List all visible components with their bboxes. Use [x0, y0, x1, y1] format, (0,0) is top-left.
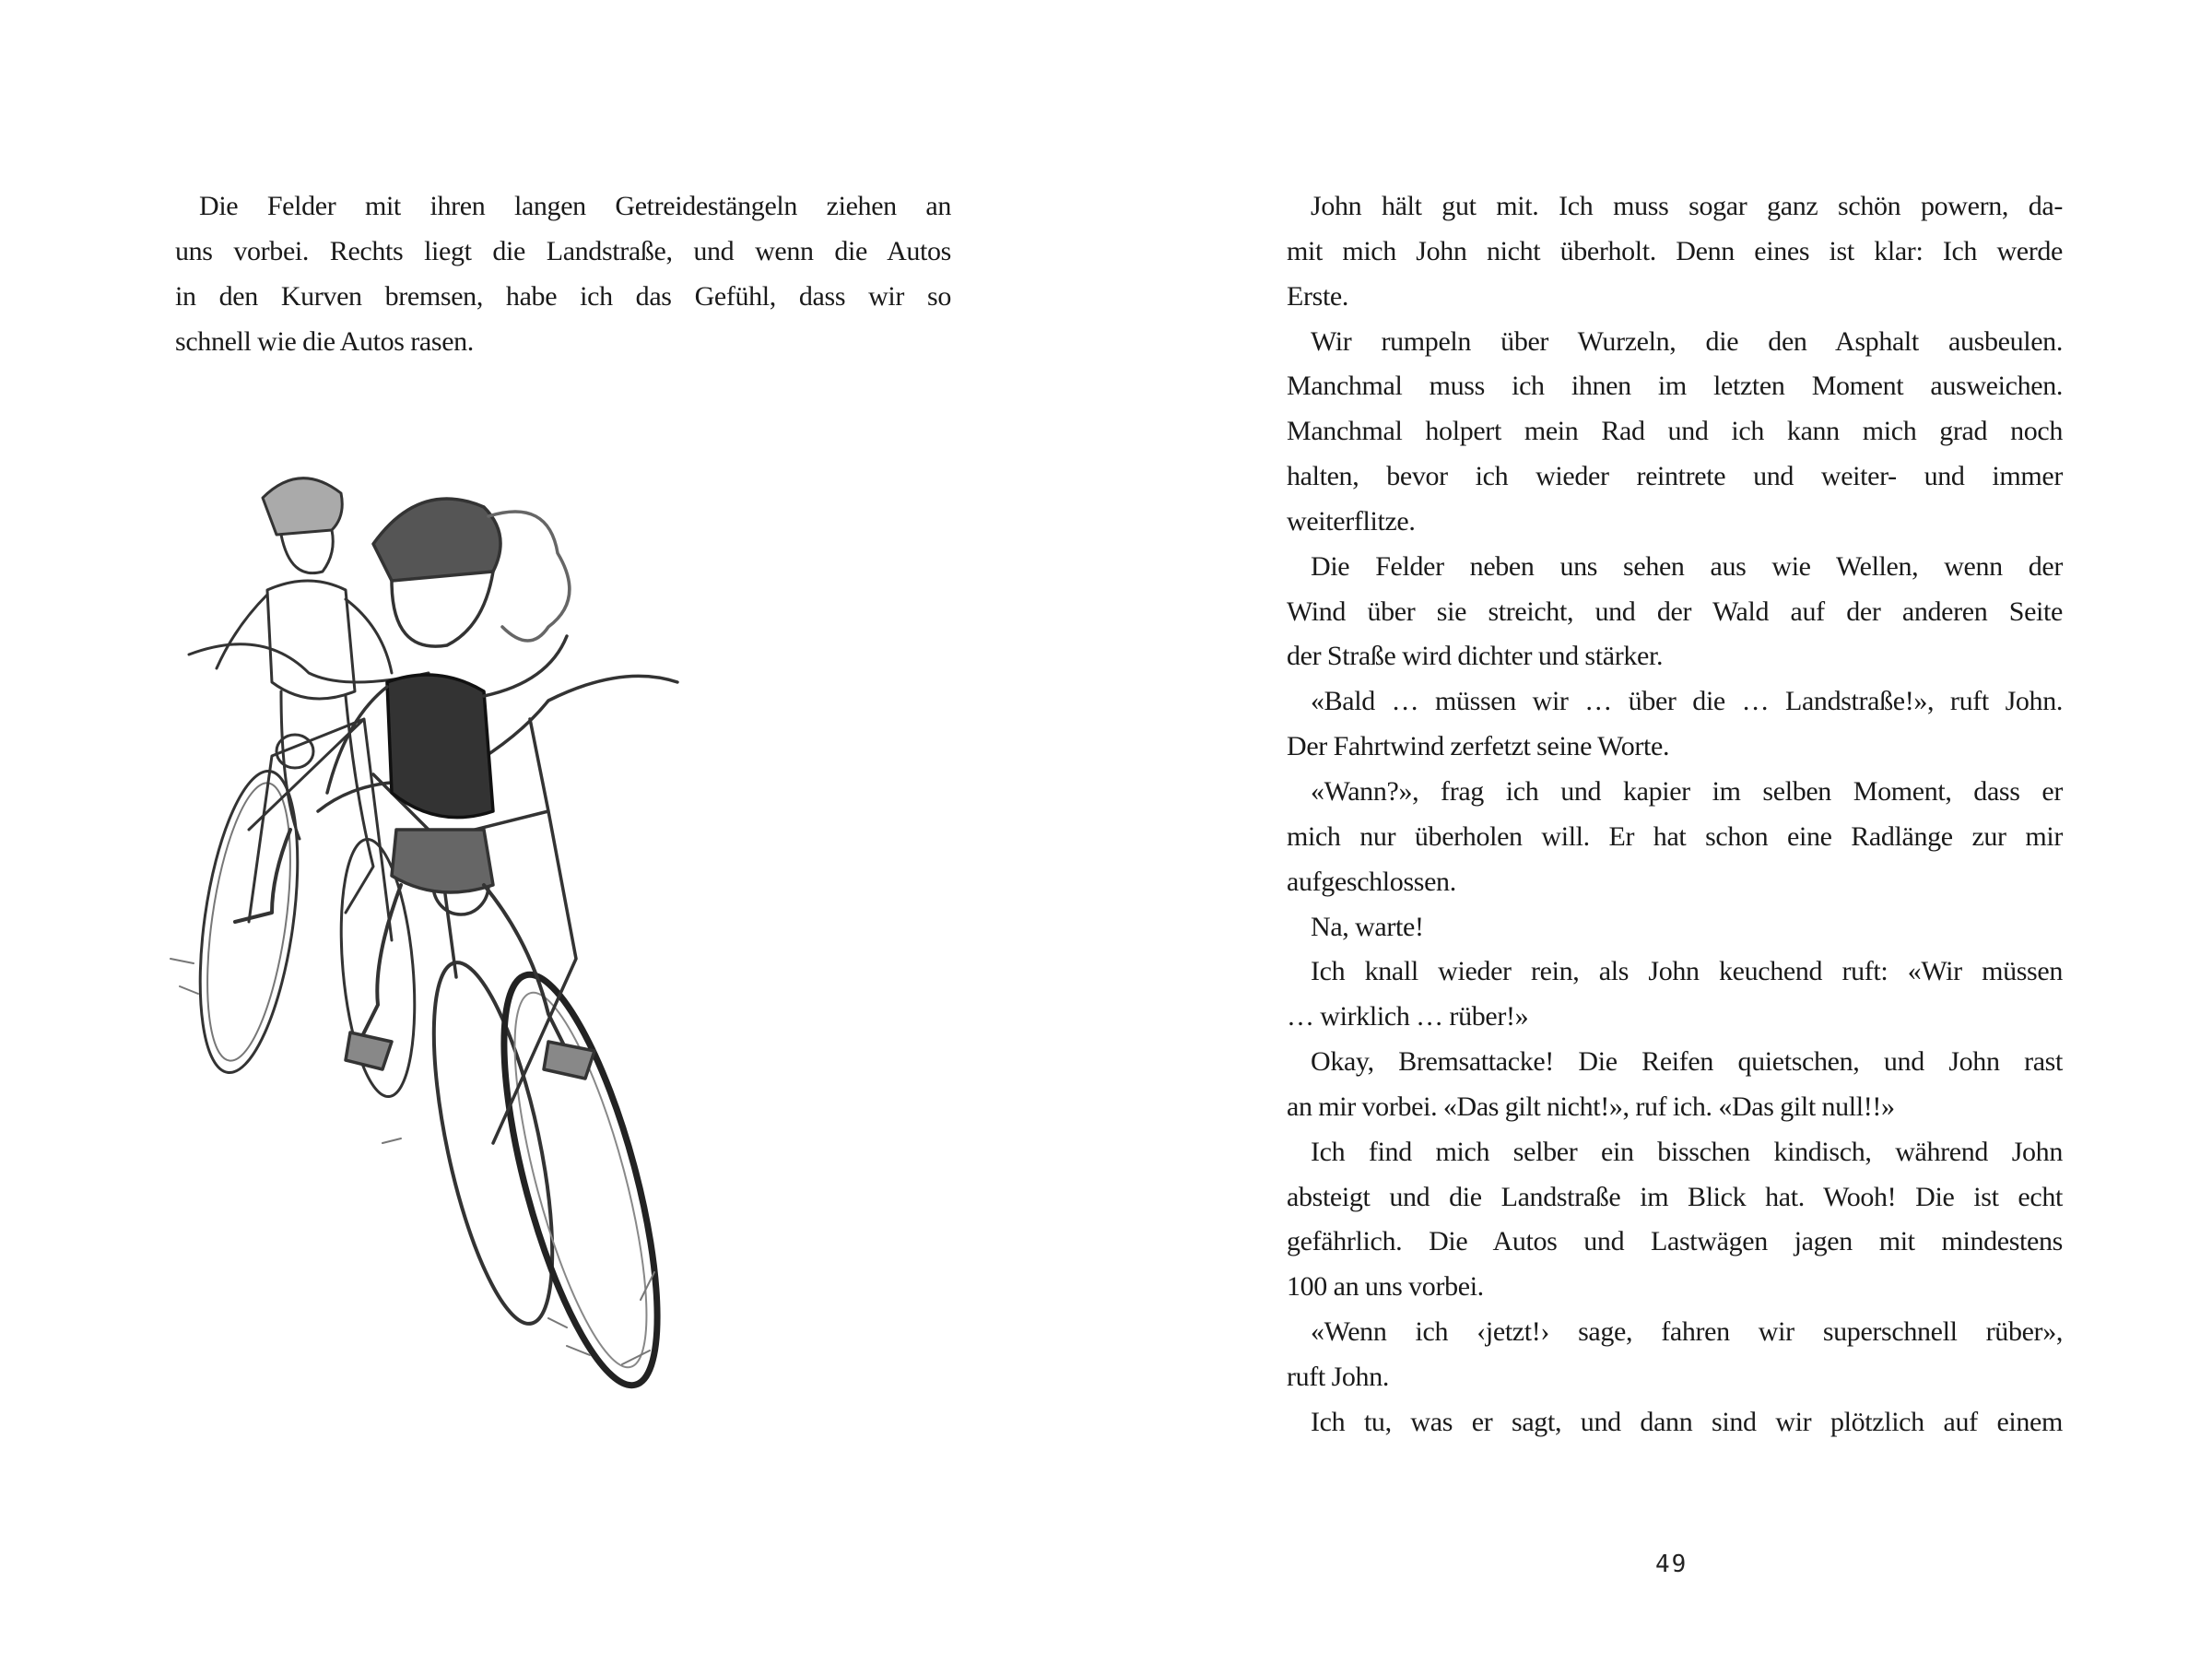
- motion-lines: [171, 959, 654, 1364]
- text-line: Wir rumpeln über Wurzeln, die den Asphalt ausbeulen.: [1311, 325, 2063, 357]
- page-number: 49: [1655, 1551, 1688, 1578]
- text-line: Ich knall wieder rein, als John keuchend ruft: «Wir müssen: [1311, 956, 2063, 987]
- text-line: schnell wie die Autos rasen.: [175, 325, 474, 357]
- text-line: Wind über sie streicht, und der Wald auf der anderen Seite: [1287, 596, 2063, 627]
- text-line: Ich find mich selber ein bisschen kindisch, während John: [1311, 1136, 2063, 1167]
- text-line: Manchmal holpert mein Rad und ich kann mich grad noch: [1287, 416, 2063, 447]
- text-line: «Wann?», frag ich und kapier im selben Moment, dass er: [1311, 775, 2063, 807]
- cyclists-illustration: [161, 442, 889, 1410]
- text-line: mit mich John nicht überholt. Denn eines ist klar: Ich werde: [1287, 235, 2063, 266]
- right-page-text: [1287, 184, 2063, 1445]
- text-line: ruft John.: [1287, 1361, 1389, 1392]
- text-line: der Straße wird dichter und stärker.: [1287, 641, 1664, 672]
- text-line: weiterflitze.: [1287, 505, 1416, 537]
- text-line: Manchmal muss ich ihnen im letzten Moment ausweichen.: [1287, 371, 2063, 402]
- text-line: John hält gut mit. Ich muss sogar ganz schön powern, da-: [1311, 191, 2063, 221]
- text-line: Der Fahrtwind zerfetzt seine Worte.: [1287, 731, 1670, 762]
- text-line: … wirklich … rüber!»: [1287, 1001, 1529, 1032]
- text-line: uns vorbei. Rechts liegt die Landstraße, und wenn die Autos: [175, 235, 951, 266]
- text-line: in den Kurven bremsen, habe ich das Gefühl, dass wir so: [175, 280, 951, 312]
- text-line: Okay, Bremsattacke! Die Reifen quietschen, und John rast: [1311, 1046, 2063, 1078]
- text-line: «Wenn ich ‹jetzt!› sage, fahren wir superschnell rüber»,: [1311, 1316, 2063, 1348]
- text-line: Die Felder neben uns sehen aus wie Wellen, wenn der: [1311, 550, 2063, 582]
- text-line: Erste.: [1287, 280, 1349, 312]
- text-line: gefährlich. Die Autos und Lastwägen jagen mit mindestens: [1287, 1226, 2063, 1257]
- text-line: 100 an uns vorbei.: [1287, 1271, 1484, 1303]
- text-line: Na, warte!: [1311, 911, 1424, 942]
- text-line: Die Felder mit ihren langen Getreidestängeln ziehen an: [199, 191, 951, 221]
- text-line: absteigt und die Landstraße im Blick hat. Wooh! Die ist echt: [1287, 1181, 2063, 1212]
- text-line: aufgeschlossen.: [1287, 866, 1456, 897]
- left-page-text: [175, 184, 951, 364]
- text-line: an mir vorbei. «Das gilt nicht!», ruf ich. «Das gilt null!!»: [1287, 1091, 1895, 1122]
- text-line: Ich tu, was er sagt, und dann sind wir plötzlich auf einem: [1311, 1406, 2063, 1437]
- text-line: «Bald … müssen wir … über die … Landstraße!», ruft John.: [1311, 686, 2063, 717]
- text-line: halten, bevor ich wieder reintrete und weiter- und immer: [1287, 461, 2063, 492]
- girl-cyclist: [318, 499, 688, 1399]
- text-line: mich nur überholen will. Er hat schon eine Radlänge zur mir: [1287, 820, 2063, 852]
